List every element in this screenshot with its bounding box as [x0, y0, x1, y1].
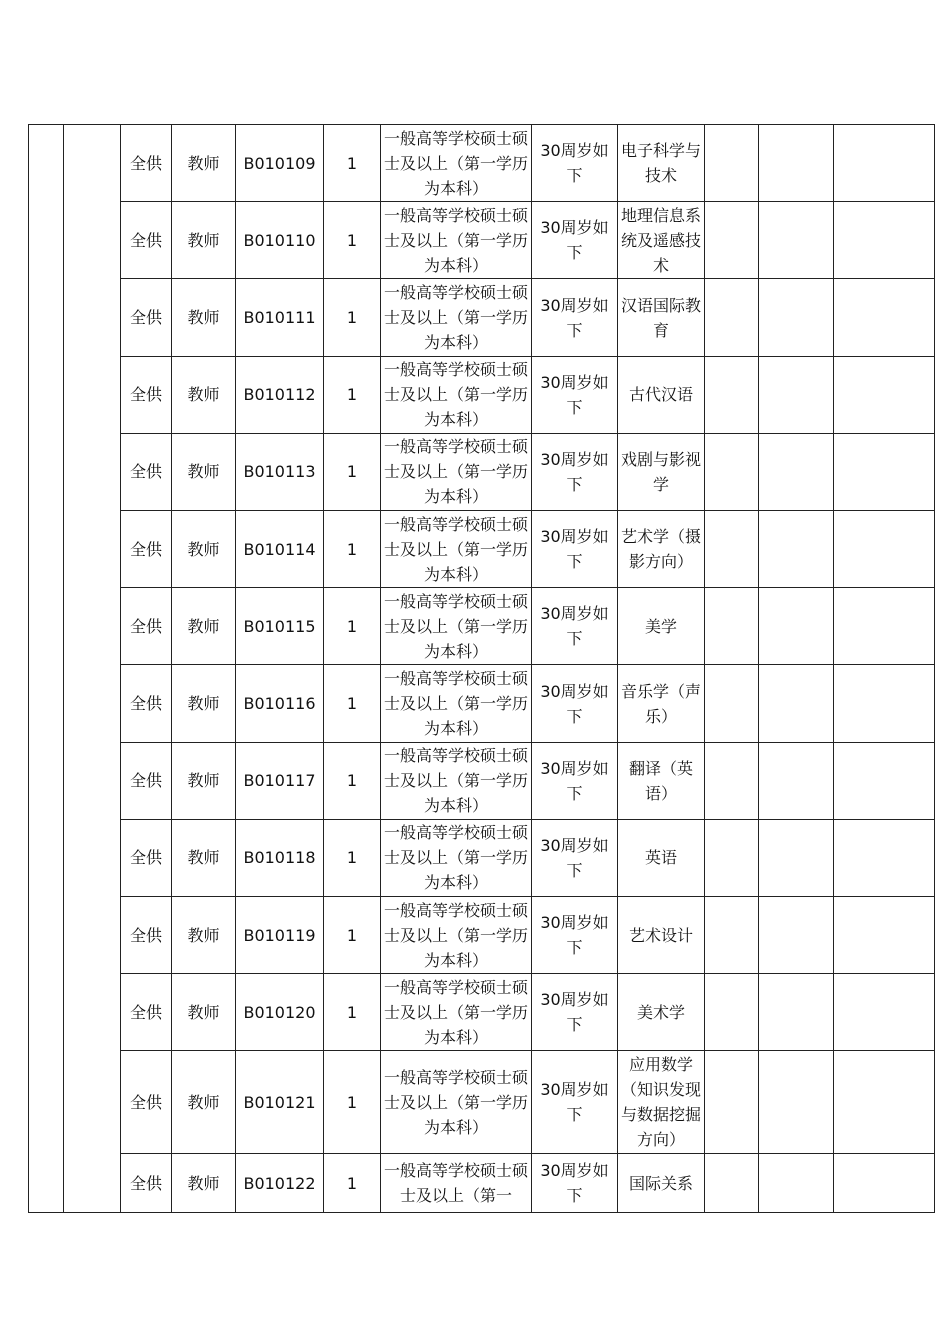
- table-row: [29, 433, 935, 510]
- funding-cell: 全供: [121, 279, 172, 356]
- position-code-cell: B010116: [236, 665, 324, 742]
- extra-cell-2: [759, 742, 834, 819]
- major-cell: 英语: [618, 819, 705, 896]
- headcount-cell: 1: [324, 665, 381, 742]
- extra-cell-3: [834, 511, 935, 588]
- extra-cell-3: [834, 356, 935, 433]
- major-cell: 艺术设计: [618, 897, 705, 974]
- table-row: [29, 511, 935, 588]
- position-code-cell: B010115: [236, 588, 324, 665]
- extra-cell-3: [834, 819, 935, 896]
- extra-cell-3: [834, 742, 935, 819]
- position-code-cell: B010111: [236, 279, 324, 356]
- position-code-cell: B010121: [236, 1051, 324, 1154]
- extra-cell-3: [834, 588, 935, 665]
- headcount-cell: 1: [324, 125, 381, 202]
- recruitment-table-page: [28, 124, 934, 1213]
- position-code-cell: B010112: [236, 356, 324, 433]
- extra-cell-3: [834, 1051, 935, 1154]
- extra-cell-1: [705, 202, 759, 279]
- table-row: [29, 665, 935, 742]
- position-cell: 教师: [172, 974, 236, 1051]
- extra-cell-2: [759, 511, 834, 588]
- major-cell: 汉语国际教育: [618, 279, 705, 356]
- headcount-cell: 1: [324, 974, 381, 1051]
- age-cell: 30周岁如下: [532, 742, 618, 819]
- education-cell: 一般高等学校硕士硕士及以上（第一学历为本科）: [381, 433, 532, 510]
- age-cell: 30周岁如下: [532, 125, 618, 202]
- position-code-cell: B010113: [236, 433, 324, 510]
- extra-cell-3: [834, 125, 935, 202]
- extra-cell-1: [705, 1154, 759, 1213]
- position-code-cell: B010109: [236, 125, 324, 202]
- age-cell: 30周岁如下: [532, 665, 618, 742]
- position-cell: 教师: [172, 433, 236, 510]
- position-code-cell: B010120: [236, 974, 324, 1051]
- extra-cell-3: [834, 974, 935, 1051]
- headcount-cell: 1: [324, 588, 381, 665]
- extra-cell-1: [705, 588, 759, 665]
- table-row: [29, 974, 935, 1051]
- table-body: [29, 125, 935, 1213]
- extra-cell-3: [834, 202, 935, 279]
- extra-cell-3: [834, 1154, 935, 1213]
- table-row: [29, 588, 935, 665]
- major-cell: 美学: [618, 588, 705, 665]
- age-cell: 30周岁如下: [532, 279, 618, 356]
- major-cell: 音乐学（声乐）: [618, 665, 705, 742]
- extra-cell-2: [759, 202, 834, 279]
- position-code-cell: B010117: [236, 742, 324, 819]
- recruitment-table: [28, 124, 935, 1213]
- funding-cell: 全供: [121, 1154, 172, 1213]
- age-cell: 30周岁如下: [532, 1051, 618, 1154]
- funding-cell: 全供: [121, 125, 172, 202]
- headcount-cell: 1: [324, 1154, 381, 1213]
- extra-cell-2: [759, 433, 834, 510]
- major-cell: 戏剧与影视学: [618, 433, 705, 510]
- funding-cell: 全供: [121, 511, 172, 588]
- age-cell: 30周岁如下: [532, 897, 618, 974]
- education-cell: 一般高等学校硕士硕士及以上（第一学历为本科）: [381, 819, 532, 896]
- education-cell: 一般高等学校硕士硕士及以上（第一学历为本科）: [381, 125, 532, 202]
- education-cell: 一般高等学校硕士硕士及以上（第一: [381, 1154, 532, 1213]
- position-code-cell: B010118: [236, 819, 324, 896]
- table-row: [29, 125, 935, 202]
- headcount-cell: 1: [324, 1051, 381, 1154]
- headcount-cell: 1: [324, 356, 381, 433]
- headcount-cell: 1: [324, 742, 381, 819]
- extra-cell-1: [705, 433, 759, 510]
- education-cell: 一般高等学校硕士硕士及以上（第一学历为本科）: [381, 974, 532, 1051]
- funding-cell: 全供: [121, 897, 172, 974]
- extra-cell-1: [705, 897, 759, 974]
- age-cell: 30周岁如下: [532, 433, 618, 510]
- table-row: [29, 819, 935, 896]
- position-cell: 教师: [172, 742, 236, 819]
- education-cell: 一般高等学校硕士硕士及以上（第一学历为本科）: [381, 665, 532, 742]
- extra-cell-2: [759, 279, 834, 356]
- position-code-cell: B010110: [236, 202, 324, 279]
- education-cell: 一般高等学校硕士硕士及以上（第一学历为本科）: [381, 202, 532, 279]
- extra-cell-2: [759, 819, 834, 896]
- funding-cell: 全供: [121, 742, 172, 819]
- table-row: [29, 356, 935, 433]
- major-cell: 电子科学与技术: [618, 125, 705, 202]
- position-cell: 教师: [172, 665, 236, 742]
- position-code-cell: B010114: [236, 511, 324, 588]
- education-cell: 一般高等学校硕士硕士及以上（第一学历为本科）: [381, 511, 532, 588]
- extra-cell-1: [705, 511, 759, 588]
- education-cell: 一般高等学校硕士硕士及以上（第一学历为本科）: [381, 897, 532, 974]
- headcount-cell: 1: [324, 819, 381, 896]
- position-cell: 教师: [172, 356, 236, 433]
- position-cell: 教师: [172, 588, 236, 665]
- position-cell: 教师: [172, 279, 236, 356]
- position-cell: 教师: [172, 1051, 236, 1154]
- age-cell: 30周岁如下: [532, 202, 618, 279]
- age-cell: 30周岁如下: [532, 356, 618, 433]
- education-cell: 一般高等学校硕士硕士及以上（第一学历为本科）: [381, 742, 532, 819]
- table-row: [29, 279, 935, 356]
- funding-cell: 全供: [121, 588, 172, 665]
- education-cell: 一般高等学校硕士硕士及以上（第一学历为本科）: [381, 279, 532, 356]
- headcount-cell: 1: [324, 511, 381, 588]
- major-cell: 地理信息系统及遥感技术: [618, 202, 705, 279]
- age-cell: 30周岁如下: [532, 1154, 618, 1213]
- funding-cell: 全供: [121, 974, 172, 1051]
- funding-cell: 全供: [121, 433, 172, 510]
- extra-cell-1: [705, 742, 759, 819]
- table-row: [29, 1051, 935, 1154]
- extra-cell-3: [834, 897, 935, 974]
- position-cell: 教师: [172, 1154, 236, 1213]
- extra-cell-1: [705, 819, 759, 896]
- age-cell: 30周岁如下: [532, 588, 618, 665]
- table-row: [29, 202, 935, 279]
- extra-cell-3: [834, 279, 935, 356]
- extra-cell-1: [705, 356, 759, 433]
- extra-cell-3: [834, 665, 935, 742]
- funding-cell: 全供: [121, 665, 172, 742]
- table-row: [29, 1154, 935, 1213]
- extra-cell-2: [759, 1051, 834, 1154]
- extra-cell-2: [759, 588, 834, 665]
- age-cell: 30周岁如下: [532, 974, 618, 1051]
- extra-cell-2: [759, 1154, 834, 1213]
- extra-cell-1: [705, 665, 759, 742]
- major-cell: 国际关系: [618, 1154, 705, 1213]
- extra-cell-1: [705, 279, 759, 356]
- extra-cell-1: [705, 125, 759, 202]
- extra-cell-2: [759, 897, 834, 974]
- headcount-cell: 1: [324, 279, 381, 356]
- extra-cell-2: [759, 125, 834, 202]
- department-cell: [64, 125, 121, 1213]
- extra-cell-2: [759, 974, 834, 1051]
- funding-cell: 全供: [121, 1051, 172, 1154]
- funding-cell: 全供: [121, 202, 172, 279]
- position-cell: 教师: [172, 511, 236, 588]
- major-cell: 艺术学（摄影方向）: [618, 511, 705, 588]
- table-row: [29, 742, 935, 819]
- funding-cell: 全供: [121, 819, 172, 896]
- extra-cell-2: [759, 665, 834, 742]
- table-row: [29, 897, 935, 974]
- major-cell: 翻译（英语）: [618, 742, 705, 819]
- major-cell: 美术学: [618, 974, 705, 1051]
- position-cell: 教师: [172, 819, 236, 896]
- extra-cell-1: [705, 974, 759, 1051]
- education-cell: 一般高等学校硕士硕士及以上（第一学历为本科）: [381, 588, 532, 665]
- major-cell: 应用数学（知识发现与数据挖掘方向）: [618, 1051, 705, 1154]
- age-cell: 30周岁如下: [532, 819, 618, 896]
- unit-cell: [29, 125, 64, 1213]
- education-cell: 一般高等学校硕士硕士及以上（第一学历为本科）: [381, 1051, 532, 1154]
- major-cell: 古代汉语: [618, 356, 705, 433]
- position-cell: 教师: [172, 202, 236, 279]
- age-cell: 30周岁如下: [532, 511, 618, 588]
- education-cell: 一般高等学校硕士硕士及以上（第一学历为本科）: [381, 356, 532, 433]
- position-cell: 教师: [172, 125, 236, 202]
- position-code-cell: B010119: [236, 897, 324, 974]
- extra-cell-3: [834, 433, 935, 510]
- position-cell: 教师: [172, 897, 236, 974]
- headcount-cell: 1: [324, 897, 381, 974]
- headcount-cell: 1: [324, 433, 381, 510]
- extra-cell-2: [759, 356, 834, 433]
- extra-cell-1: [705, 1051, 759, 1154]
- position-code-cell: B010122: [236, 1154, 324, 1213]
- headcount-cell: 1: [324, 202, 381, 279]
- funding-cell: 全供: [121, 356, 172, 433]
